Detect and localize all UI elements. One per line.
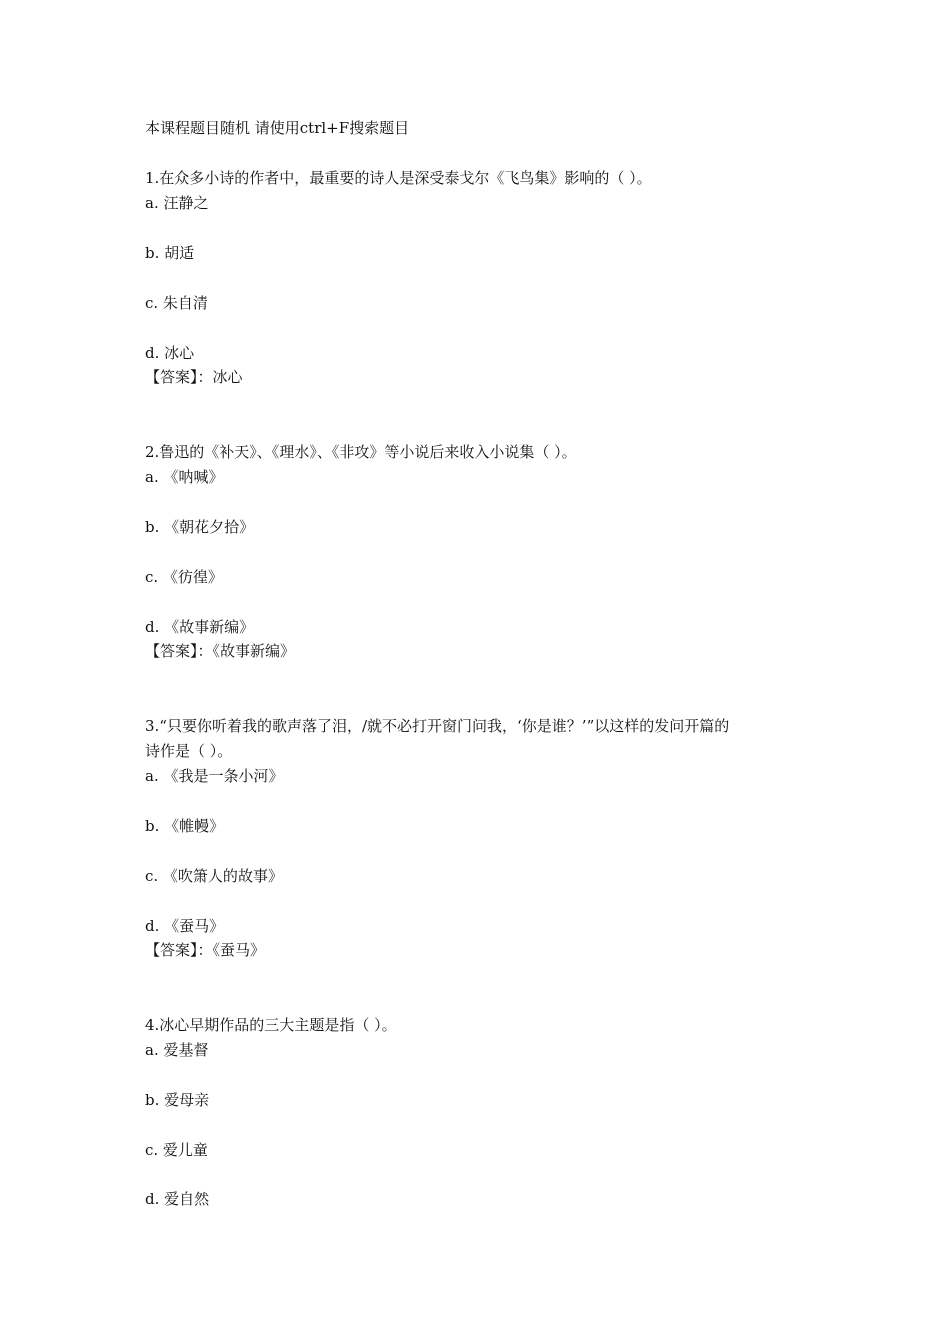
- question-4-stem: 4.冰心早期作品的三大主题是指（ ）。: [145, 1016, 397, 1034]
- question-4-option-a: a. 爱基督: [145, 1041, 209, 1059]
- question-3-stem-line2: 诗作是（ ）。: [145, 742, 233, 760]
- question-3-option-d: d. 《蚕马》: [145, 917, 225, 935]
- question-1-stem: 1.在众多小诗的作者中，最重要的诗人是深受泰戈尔《飞鸟集》影响的（ ）。: [145, 169, 652, 187]
- question-1-option-b: b. 胡适: [145, 244, 195, 262]
- question-1-answer: 【答案】：冰心: [145, 368, 243, 386]
- question-3-stem-line1: 3.“只要你听着我的歌声落了泪，/就不必打开窗门问我，‘你是谁？’”以这样的发问开篇的: [145, 717, 730, 735]
- question-2-option-a: a. 《呐喊》: [145, 468, 224, 486]
- question-1-option-d: d. 冰心: [145, 344, 195, 362]
- question-3-option-b: b. 《帷幔》: [145, 817, 225, 835]
- question-2-option-c: c. 《彷徨》: [145, 568, 223, 586]
- instruction-header: 本课程题目随机 请使用ctrl+F搜索题目: [145, 119, 410, 137]
- question-4-option-b: b. 爱母亲: [145, 1091, 210, 1109]
- question-1-option-c: c. 朱自清: [145, 294, 208, 312]
- question-3-option-a: a. 《我是一条小河》: [145, 767, 284, 785]
- question-2-answer: 【答案】：《故事新编》: [145, 642, 296, 660]
- question-3-answer: 【答案】：《蚕马》: [145, 941, 266, 959]
- question-2-stem: 2.鲁迅的《补天》、《理水》、《非攻》等小说后来收入小说集（ ）。: [145, 443, 577, 461]
- question-4-option-c: c. 爱儿童: [145, 1141, 208, 1159]
- question-2-option-d: d. 《故事新编》: [145, 618, 255, 636]
- question-2-option-b: b. 《朝花夕拾》: [145, 518, 255, 536]
- question-4-option-d: d. 爱自然: [145, 1190, 210, 1208]
- question-3-option-c: c. 《吹箫人的故事》: [145, 867, 283, 885]
- question-1-option-a: a. 汪静之: [145, 194, 209, 212]
